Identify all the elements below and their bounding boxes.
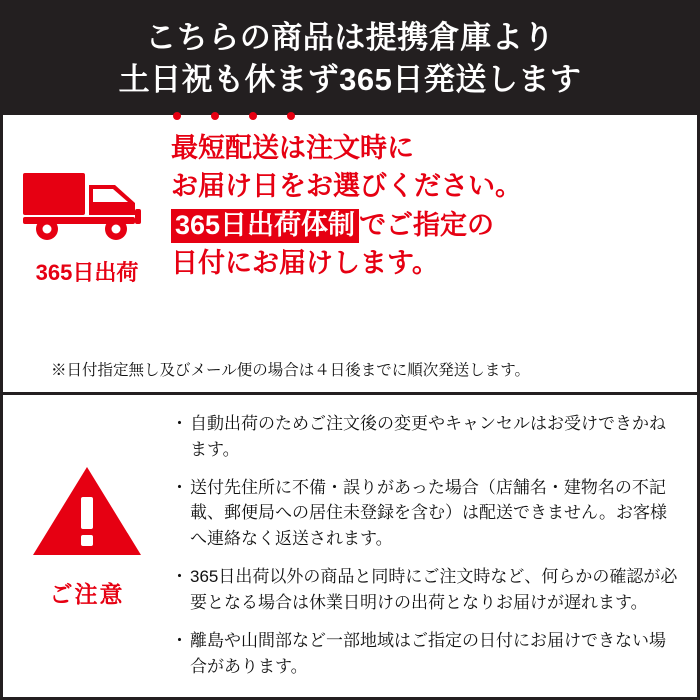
shipping-section xyxy=(3,115,697,395)
bullet-icon: ・ xyxy=(171,630,188,650)
list-item xyxy=(171,564,681,616)
caution-item-text: 離島や山間部など一部地域はご指定の日付にお届けできない場合があります。 xyxy=(190,630,666,676)
caution-item-text: 365日出荷以外の商品と同時にご注文時など、何らかの確認が必要となる場合は休業日明けの出荷となりお届けが遅れます。 xyxy=(190,567,678,612)
shipping-line-1: 最短配送は注文時に xyxy=(171,133,414,163)
caution-section xyxy=(3,395,697,697)
list-item xyxy=(171,628,681,680)
emphasis-dots-icon xyxy=(173,112,295,120)
caution-list xyxy=(171,405,697,697)
delivery-truck-icon xyxy=(21,167,153,246)
caution-icon-column xyxy=(3,405,171,697)
shipping-line-1-wrap xyxy=(171,129,683,167)
banner-header xyxy=(3,3,697,115)
warning-triangle-icon xyxy=(31,463,143,564)
truck-column xyxy=(3,129,171,352)
shipping-text-block xyxy=(171,129,697,352)
shipping-line-3-wrap xyxy=(171,206,683,244)
header-line-1: こちらの商品は提携倉庫より xyxy=(145,20,555,56)
caution-item-text: 送付先住所に不備・誤りがあった場合（店舗名・建物名の不記載、郵便局への居住未登録を含む）は配送できません。お客様へ連絡なく返送されます。 xyxy=(190,477,668,549)
shipping-note: ※日付指定無し及びメール便の場合は４日後までに順次発送します。 xyxy=(51,362,530,379)
shipping-line-2: お届け日をお選びください。 xyxy=(171,171,522,202)
shipping-line-3-rest: でご指定の xyxy=(359,209,495,240)
shipping-line-4: 日付にお届けします。 xyxy=(171,247,439,278)
shipping-body xyxy=(3,115,697,352)
header-line-2: 土日祝も休まず365日発送します xyxy=(118,62,582,97)
list-item xyxy=(171,475,681,552)
bullet-icon: ・ xyxy=(171,477,188,497)
list-item xyxy=(171,411,681,463)
truck-label: 365日出荷 xyxy=(35,260,139,285)
bullet-icon: ・ xyxy=(171,414,188,433)
shipping-line-3-highlight: 365日出荷体制 xyxy=(171,209,359,243)
caution-label: ご注意 xyxy=(49,581,125,607)
bullet-icon: ・ xyxy=(171,567,188,587)
caution-item-text: 自動出荷のためご注文後の変更やキャンセルはお受けできかねます。 xyxy=(190,414,666,459)
